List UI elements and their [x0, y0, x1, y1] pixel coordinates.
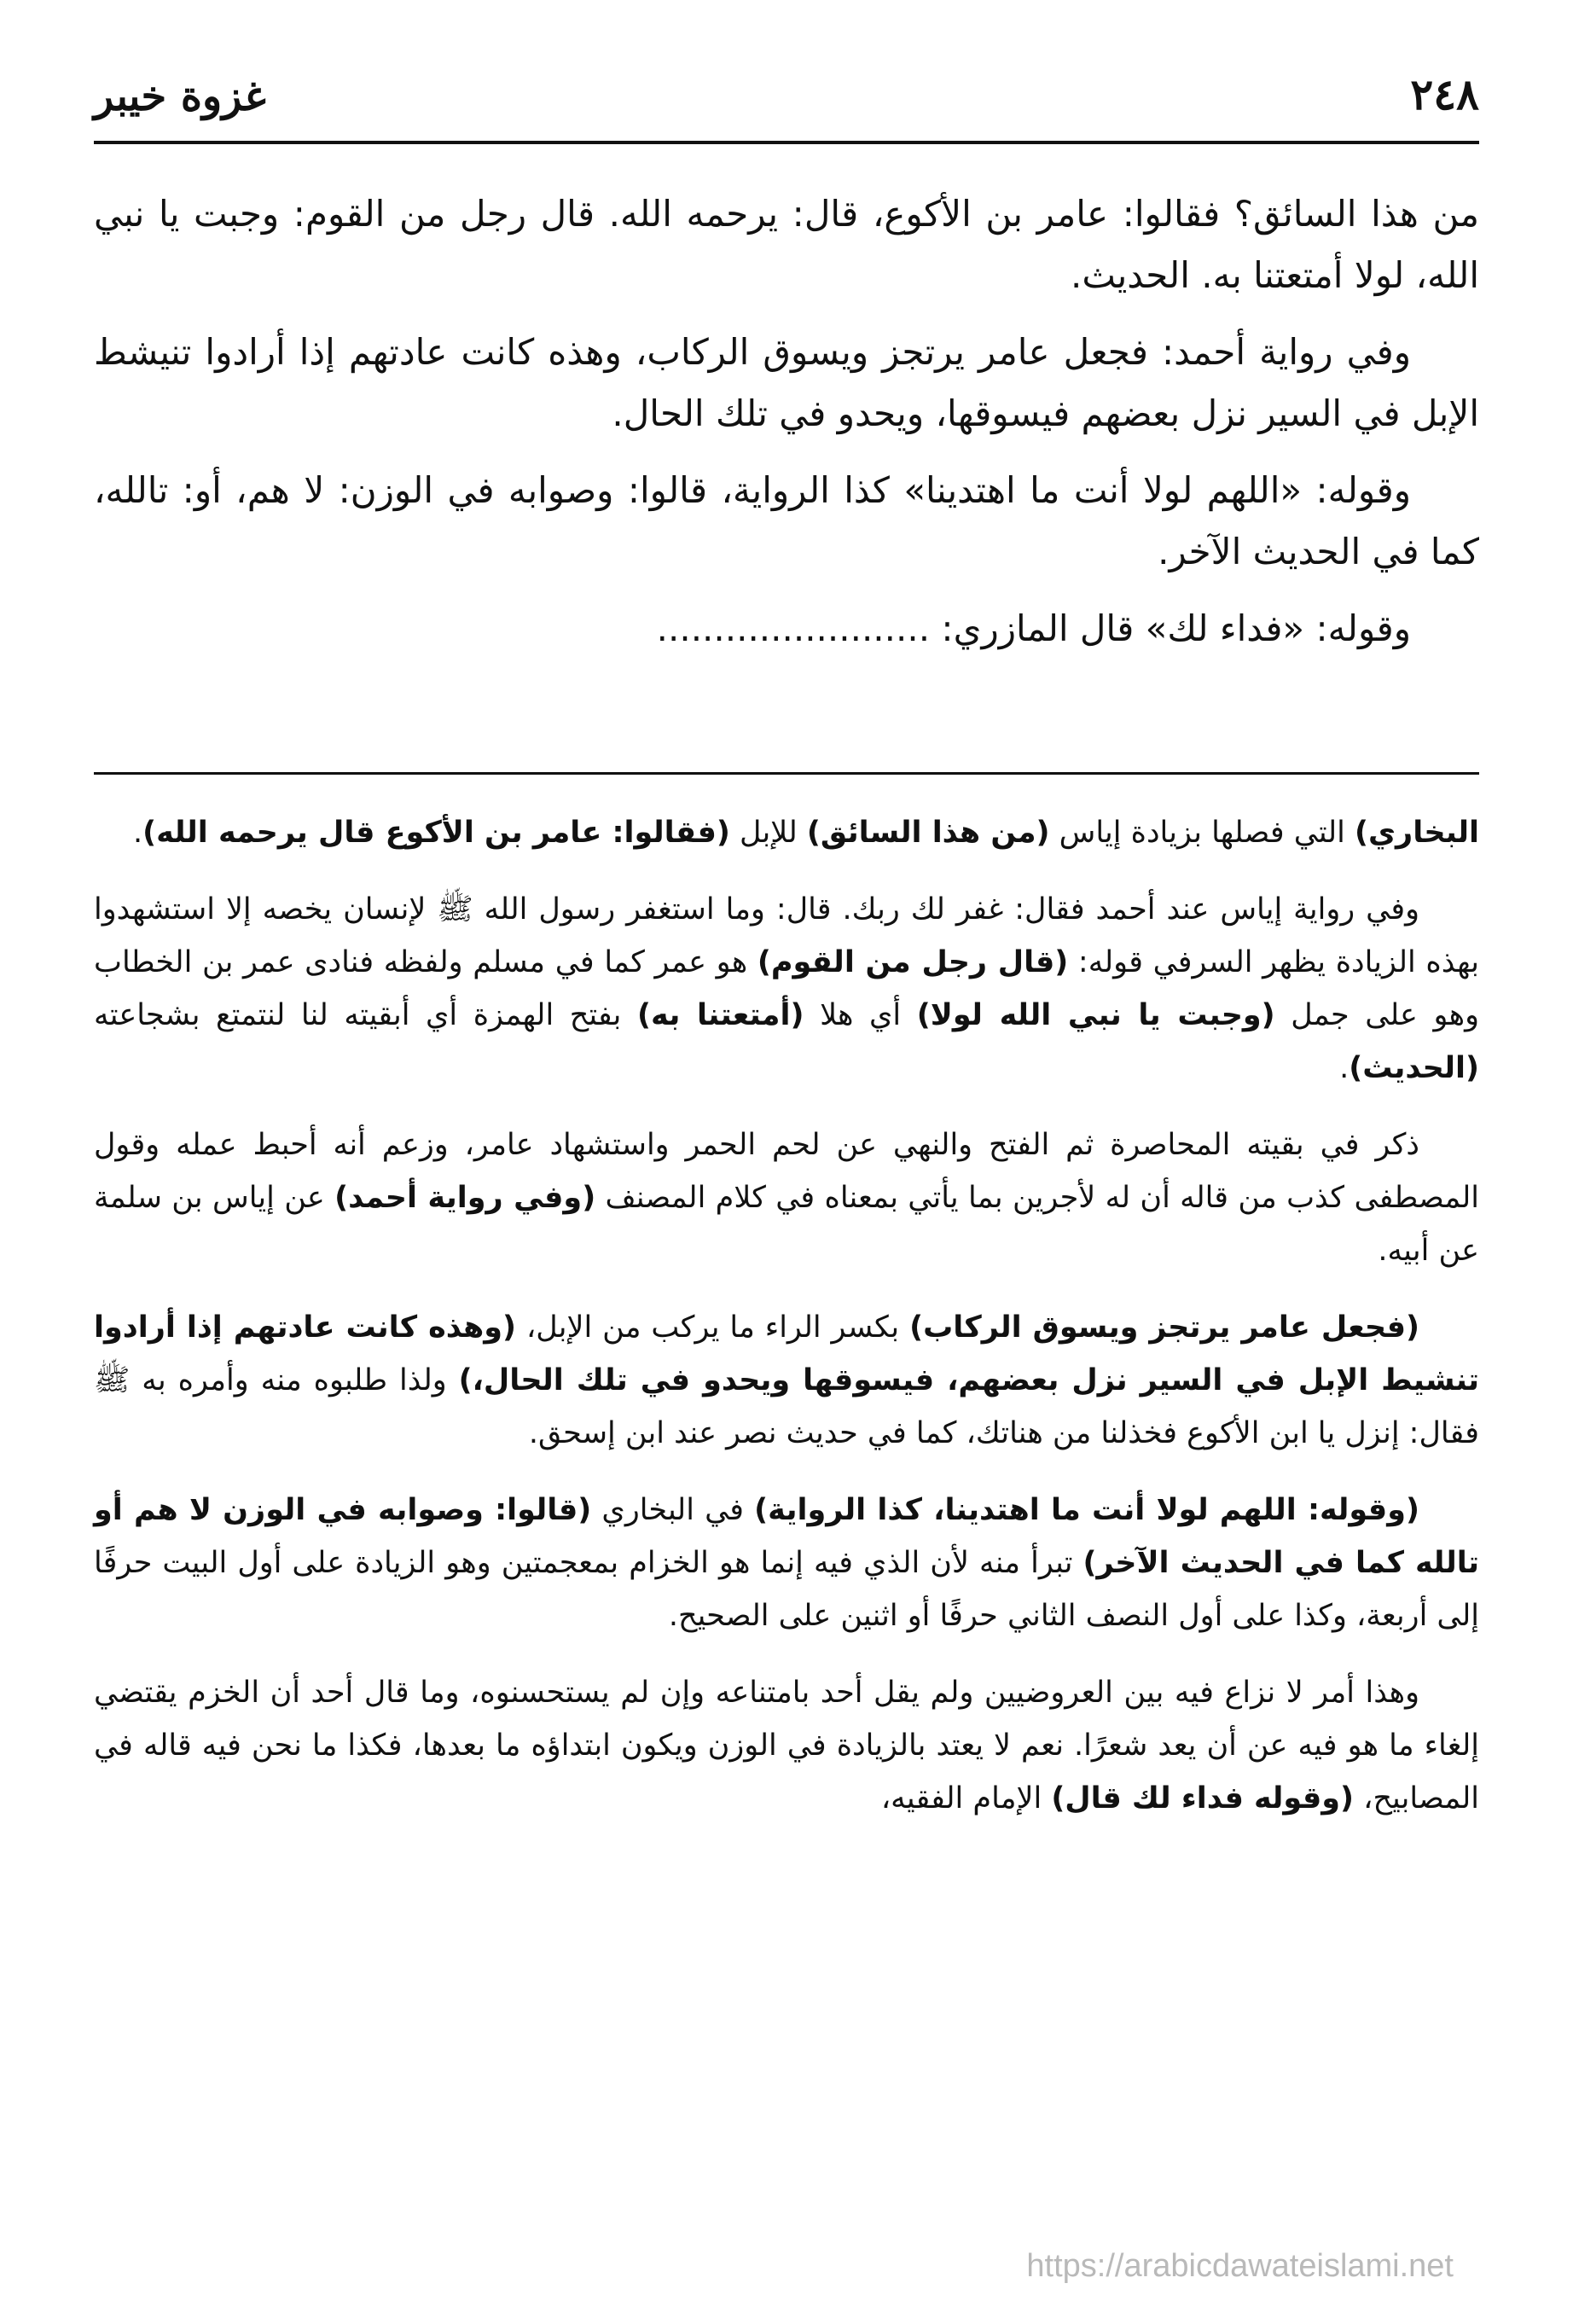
text-span: هو عمر كما في مسلم ولفظه فنادى عمر بن الخطاب وهو على جمل: [94, 945, 1479, 1032]
separator-line: [94, 772, 1479, 775]
text-span: للإبل: [729, 816, 807, 850]
bold-phrase: (الحديث): [1349, 1051, 1479, 1085]
commentary-paragraph: [94, 806, 1479, 859]
commentary-text: [94, 806, 1479, 1849]
bold-phrase: (فقالوا: عامر بن الأكوع قال يرحمه الله): [142, 816, 730, 850]
text-span: التي فصلها بزيادة إياس: [1049, 816, 1355, 850]
main-paragraph: [94, 598, 1479, 659]
bold-phrase: (وقوله: اللهم لولا أنت ما اهتدينا، كذا الرواية): [754, 1493, 1419, 1527]
main-text-span: وقوله: «اللهم لولا أنت ما اهتدينا» كذا الرواية، قالوا: وصوابه في الوزن: لا هم، أو: تالله، كما في الحديث الآخر.: [94, 469, 1479, 572]
text-span: وفي رواية إياس عند أحمد فقال: غفر لك ربك. قال: وما استغفر رسول الله ﷺ لإنسان يخصه إلا استشهدوا بهذه الزيادة يظهر السرفي قوله:: [94, 892, 1479, 979]
bold-phrase: (وجبت يا نبي الله لولا): [916, 998, 1275, 1032]
text-span: ذكر في بقيته المحاصرة ثم الفتح والنهي عن لحم الحمر واستشهاد عامر، وزعم أنه أحبط عمله وقول المصطفى كذب من قاله أن له لأجرين بما يأتي بمعناه في كلام المصنف: [94, 1128, 1480, 1215]
text-span: ولذا طلبوه منه وأمره به ﷺ فقال: إنزل يا ابن الأكوع فخذلنا من هناتك، كما في حديث نصر عند ابن إسحق.: [94, 1363, 1479, 1450]
page-number: ٢٤٨: [1410, 69, 1479, 119]
main-text-span: وفي رواية أحمد: فجعل عامر يرتجز ويسوق الركاب، وهذه كانت عادتهم إذا أرادوا تنيشط الإبل في السير نزل بعضهم فيسوقها، ويحدو في تلك الحال.: [94, 331, 1479, 434]
bold-phrase: (قالوا: وصوابه في الوزن لا هم أو تالله كما في الحديث الآخر): [94, 1493, 1479, 1580]
ellipsis-dots: ........................: [656, 607, 931, 649]
text-span: وهذا أمر لا نزاع فيه بين العروضيين ولم يقل أحد بامتناعه وإن لم يستحسنوه، وما قال أحد أن الخزم يقتضي إلغاء ما هو فيه عن أن يعد شعرًا. نعم لا يعتد بالزيادة في الوزن ويكون ابتداؤه ما بعدها، فكذا ما نحن فيه قاله في المصابيح،: [94, 1676, 1479, 1816]
bold-phrase: (وهذه كانت عادتهم إذا أرادوا تنشيط الإبل في السير نزل بعضهم، فيسوقها ويحدو في تلك الحال،): [94, 1310, 1479, 1397]
text-span: بفتح الهمزة أي أبقيته لنا لنتمتع بشجاعته: [94, 998, 637, 1032]
watermark-url: https://arabicdawateislami.net: [1026, 2248, 1454, 2284]
commentary-paragraph: [94, 1118, 1479, 1277]
main-text: [94, 183, 1479, 675]
bold-phrase: (وفي رواية أحمد): [334, 1181, 596, 1215]
page-header: [94, 64, 1479, 144]
text-span: .: [132, 816, 143, 850]
text-span: أي هلا: [804, 998, 917, 1032]
commentary-paragraph: [94, 1301, 1479, 1460]
text-span: في البخاري: [591, 1493, 755, 1527]
running-title: غزوة خيبر: [94, 73, 266, 120]
bold-phrase: (من هذا السائق): [806, 816, 1050, 850]
text-span: الإمام الفقيه،: [880, 1781, 1052, 1816]
main-paragraph: [94, 183, 1479, 306]
text-span: بكسر الراء ما يركب من الإبل،: [516, 1310, 910, 1345]
main-text-span: وقوله: «فداء لك» قال المازري:: [941, 607, 1411, 649]
commentary-paragraph: [94, 1484, 1479, 1642]
bold-phrase: (فجعل عامر يرتجز ويسوق الركاب): [909, 1310, 1419, 1345]
commentary-paragraph: [94, 883, 1479, 1095]
main-paragraph: [94, 322, 1479, 444]
bold-phrase: (أمتعتنا به): [637, 998, 804, 1032]
commentary-paragraph: [94, 1666, 1479, 1825]
text-span: تبرأ منه لأن الذي فيه إنما هو الخزام بمعجمتين وهو الزيادة على أول البيت حرفًا إلى أربعة، وكذا على أول النصف الثاني حرفًا أو اثنين على الصحيح.: [94, 1546, 1479, 1633]
main-text-span: من هذا السائق؟ فقالوا: عامر بن الأكوع، قال: يرحمه الله. قال رجل من القوم: وجبت يا نبي الله، لولا أمتعتنا به. الحديث.: [94, 193, 1479, 296]
main-paragraph: [94, 460, 1479, 583]
bold-phrase: (قال رجل من القوم): [757, 945, 1069, 979]
text-span: .: [1339, 1051, 1350, 1085]
bold-phrase: البخاري): [1354, 816, 1479, 850]
text-span: عن إياس بن سلمة عن أبيه.: [94, 1181, 1479, 1268]
bold-phrase: (وقوله فداء لك قال): [1051, 1781, 1355, 1816]
